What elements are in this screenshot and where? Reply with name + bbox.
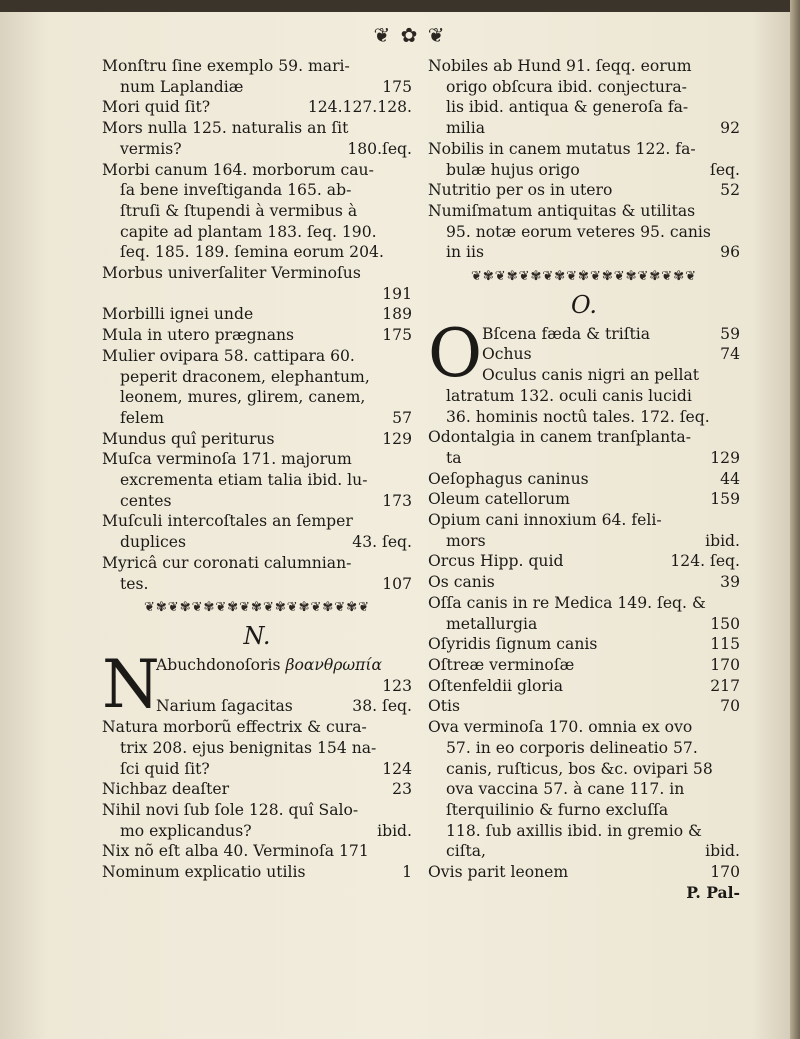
entry-heading [102,429,412,450]
entry-heading [428,676,740,697]
entry-text: mors [446,531,486,550]
page-ref: 170 [710,863,740,882]
entry-text: Mulier ovipara 58. cattipara 60. [102,346,355,365]
page-ref: 175 [382,326,412,345]
index-entry [428,634,740,655]
index-entry [102,325,412,346]
entry-continuation [428,531,740,552]
index-entry [102,862,412,883]
entry-continuation: ſtruſi & ſtupendi à vermibus à [120,201,358,220]
entry-continuation [102,759,412,780]
entry-heading [102,346,412,367]
entry-text: ta [446,448,462,467]
entry-heading [102,304,412,325]
entry-text: Oſtreæ verminoſæ [428,655,575,674]
index-entry [428,676,740,697]
entry-continuation: ſeq. 185. 189. ſemina eorum 204. [120,243,384,262]
entry-text: Oculus canis nigri an pellat [482,366,700,385]
entry-heading [428,551,740,572]
entry-heading [428,201,740,222]
page-ref: 175 [382,77,412,96]
page-ref: 180.ſeq. [347,139,412,158]
page-ref: 217 [710,676,740,695]
entry-heading [102,553,412,574]
entry-text: Nutritio per os in utero [428,181,613,200]
entry-heading [102,449,412,470]
entry-continuation: ſterquilinio & furno excluſſa [446,800,669,819]
entry-text: Mula in utero prægnans [102,326,295,345]
entry-heading [102,325,412,346]
entry-continuation: leonem, mures, glirem, canem, [120,388,366,407]
page-ref: 57 [392,408,412,427]
entry-text: Ovis parit leonem [428,863,569,882]
entry-continuation: lis ibid. antiqua & generoſa fa- [446,98,689,117]
entry-continuation: ova vaccina 57. à cane 117. in [446,780,685,799]
page-ref: 43. ſeq. [352,533,412,552]
entry-continuation: trix 208. ejus benignitas 154 na- [120,738,377,757]
entry-heading [428,56,740,77]
entry-text: num Laplandiæ [120,77,244,96]
page-ref: 150 [710,614,740,633]
entry-text: Nominum explicatio utilis [102,863,306,882]
index-entry [102,346,412,429]
drop-cap-entry [102,645,412,723]
page-ref: 38. ſeq. [352,697,412,716]
entry-text: Nihil novi ſub ſole 128. quî Salo- [102,800,359,819]
entry-text: Nobilis in canem mutatus 122. fa- [428,139,696,158]
index-entry [428,862,740,883]
page-ref: 173 [382,491,412,510]
ornamental-separator: ❦✾❦✾❦✾❦✾❦✾❦✾❦✾❦✾❦✾❦ [471,269,697,285]
entry-continuation: canis, ruſticus, bos &c. ovipari 58 [446,759,713,778]
entry-text: Oeſophagus caninus [428,469,589,488]
entry-continuation [102,139,412,160]
page-ref: 44 [720,469,740,488]
entry-text: Nichbaz deaſter [102,780,230,799]
page-ref: 52 [720,181,740,200]
ornamental-separator: ❦✾❦✾❦✾❦✾❦✾❦✾❦✾❦✾❦✾❦ [144,600,370,616]
section-heading-o: O. [571,290,597,319]
page-gutter-edge [790,0,800,1039]
page-ref: 1 [402,863,412,882]
entry-continuation [428,448,740,469]
ornamental-headpiece: ❦ ✿ ❦ [373,23,447,47]
page-ref: 92 [720,119,740,138]
page-ref: 124 [382,759,412,778]
index-entry [102,553,412,594]
page-ref: 39 [720,573,740,592]
entry-continuation [428,118,740,139]
entry-continuation: 36. hominis noctû tales. 172. ſeq. [446,407,710,426]
index-entry [102,263,412,304]
page-top-edge [0,0,800,12]
index-entry [428,717,740,862]
entry-heading [428,180,740,201]
entry-text: Myricâ cur coronati calumnian- [102,553,352,572]
entry-continuation: excrementa etiam talia ibid. lu- [120,471,368,490]
index-entry [102,800,412,841]
entry-heading [102,56,412,77]
entry-text: Numiſmatum antiquitas & utilitas [428,201,696,220]
entry-heading [102,800,412,821]
index-entry [102,304,412,325]
entry-heading [428,593,740,614]
entry-heading [102,118,412,139]
entry-continuation: 57. in eo corporis delineatio 57. [446,738,698,757]
entry-text: Natura morborũ effectrix & cura- [102,718,367,737]
entry-text: ſci quid ſit? [120,759,210,778]
entry-heading [428,572,740,593]
entry-heading [428,655,740,676]
entry-text: Oſtenfeldii gloria [428,676,564,695]
entry-heading [428,634,740,655]
entry-text: Nobiles ab Hund 91. ſeqq. eorum [428,57,692,75]
page-ref: 107 [382,574,412,593]
page-ref: 124. ſeq. [670,552,740,571]
page-ref: 129 [382,429,412,448]
entry-continuation [428,841,740,862]
index-entry [428,572,740,593]
entry-text: milia [446,119,486,138]
entry-text: Mundus quî periturus [102,429,275,448]
entry-heading [428,696,740,717]
entry-heading [428,139,740,160]
index-entry [428,469,740,490]
page-ref: 96 [720,243,740,262]
entry-text: Bſcena fæda & triſtia [482,324,651,343]
index-entry [102,56,412,97]
index-entry [102,97,412,118]
entry-heading [102,779,412,800]
entry-text: Monſtru ſine exemplo 59. mari- [102,57,350,75]
entry-text: Morbus univerſaliter Verminoſus [102,264,361,283]
entry-continuation [428,160,740,181]
entry-text: Abuchdonoſoris [156,655,286,674]
entry-text: Os canis [428,573,495,592]
entry-heading [102,841,412,862]
index-entry [102,717,412,779]
entry-continuation: 95. notæ eorum veteres 95. canis [446,222,711,241]
entry-continuation: 118. ſub axillis ibid. in gremio & [446,821,702,840]
index-entry [428,180,740,201]
entry-text: Muſca verminoſa 171. majorum [102,450,352,469]
entry-text: ciſta, [446,842,487,861]
page-ref: 159 [710,490,740,509]
entry-continuation [102,284,412,305]
entry-heading [428,427,740,448]
page-ref: 74 [720,345,740,364]
entry-text: centes [120,491,172,510]
entry-text: felem [120,408,165,427]
entry-continuation [102,532,412,553]
entry-text: Orcus Hipp. quid [428,552,564,571]
page-ref: ibid. [705,531,740,550]
entry-text: vermis? [120,139,182,158]
page-ref: 123 [382,676,412,695]
entry-continuation [428,614,740,635]
entry-text: Opium cani innoxium 64. feli- [428,511,662,530]
drop-cap-n: N [102,645,160,723]
entry-heading [102,862,412,883]
entry-text: Ochus [482,345,532,364]
entry-heading [428,717,740,738]
page-ref: 115 [710,635,740,654]
entry-text: Narium ſagacitas [156,697,293,716]
section-heading-n: N. [243,621,271,650]
page-ref: 129 [710,448,740,467]
entry-text: in iis [446,243,484,262]
index-entry [102,511,412,552]
entry-text: Mori quid ſit? [102,98,211,117]
entry-text: bulæ hujus origo [446,160,580,179]
greek-term: βοανθρωπία [285,655,383,674]
page-ref: ſeq. [710,160,740,179]
page-ref: 189 [382,305,412,324]
entry-continuation [102,408,412,429]
page-ref: 70 [720,697,740,716]
index-entry [102,118,412,159]
index-entry [428,696,740,717]
entry-text: Oſyridis ſignum canis [428,635,598,654]
index-entry [428,510,740,551]
entry-heading [102,160,412,181]
entry-text: Ova verminoſa 170. omnia ex ovo [428,718,693,737]
entry-text: Morbilli ignei unde [102,305,254,324]
entry-heading [428,489,740,510]
entry-heading [102,97,412,118]
entry-continuation [102,77,412,98]
drop-cap-entry [428,314,740,428]
index-entry [428,593,740,634]
entry-continuation: ſa bene inveſtiganda 165. ab- [120,181,352,200]
entry-continuation: capite ad plantam 183. ſeq. 190. [120,222,377,241]
index-entry [428,201,740,263]
entry-text: Odontalgia in canem tranſplanta- [428,428,691,447]
entry-continuation: origo obſcura ibid. conjectura- [446,77,687,96]
entry-text: Nix nõ eſt alba 40. Verminoſa 171 [102,842,369,861]
entry-text: Oleum catellorum [428,490,570,509]
index-entry [428,551,740,572]
index-entry [428,427,740,468]
entry-text: tes. [120,574,149,593]
page-ref: 170 [710,655,740,674]
entry-heading [102,717,412,738]
index-column-left [102,56,412,883]
entry-continuation: latratum 132. oculi canis lucidi [446,386,692,405]
entry-text: Oſſa canis in re Medica 149. ſeq. & [428,593,706,612]
page-ref: ibid. [705,842,740,861]
index-entry [102,841,412,862]
page-ref: ibid. [377,821,412,840]
entry-heading [102,511,412,532]
entry-heading [428,510,740,531]
entry-heading [102,263,412,284]
entry-heading [428,862,740,883]
index-entry [102,429,412,450]
index-entry [102,160,412,264]
entry-continuation: peperit draconem, elephantum, [120,367,370,386]
page-ref: 124.127.128. [307,98,412,117]
index-entry [428,489,740,510]
entry-text: Morbi canum 164. morborum cau- [102,160,374,179]
page-ref: 59 [720,324,740,343]
entry-text: Muſculi intercoſtales an ſemper [102,512,353,531]
page-ref: 23 [392,780,412,799]
drop-cap-o: O [428,314,483,392]
entry-continuation [102,821,412,842]
page-ref: 191 [382,284,412,303]
index-entry [428,655,740,676]
entry-text: Otis [428,697,461,716]
index-column-right [428,56,740,903]
catchword: P. Pal- [686,882,740,902]
index-entry [102,779,412,800]
entry-heading [428,469,740,490]
entry-continuation [102,574,412,595]
index-entry [428,56,740,139]
entry-text: duplices [120,533,186,552]
entry-text: metallurgia [446,614,538,633]
index-entry [102,449,412,511]
entry-text: Mors nulla 125. naturalis an ſit [102,119,349,138]
entry-continuation [428,242,740,263]
entry-text: mo explicandus? [120,821,252,840]
index-entry [428,139,740,180]
entry-continuation [102,491,412,512]
